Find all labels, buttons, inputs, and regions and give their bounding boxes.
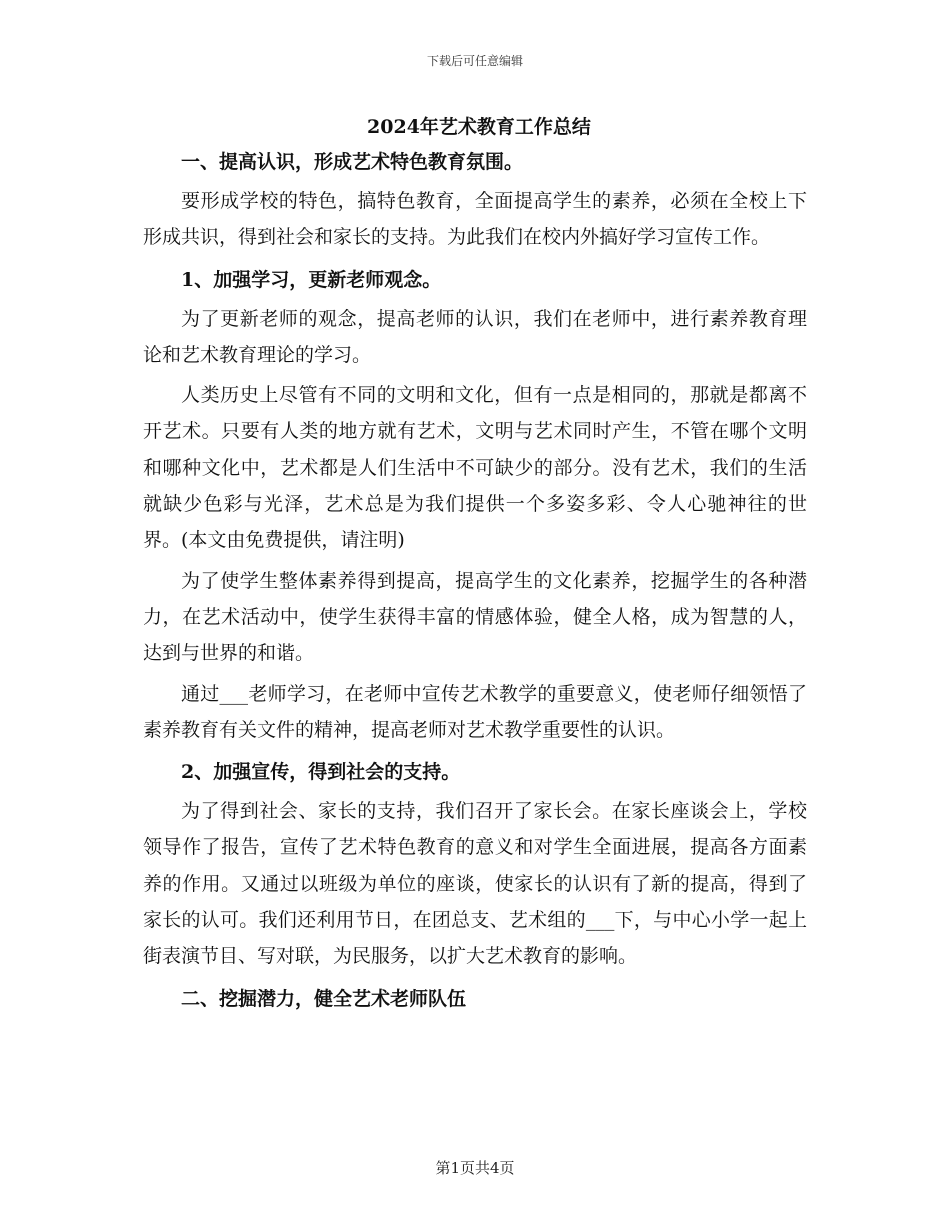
- subsection-heading-2: 2、加强宣传，得到社会的支持。: [181, 761, 461, 784]
- section-heading-2: 二、挖掘潜力，健全艺术老师队伍: [181, 987, 467, 1010]
- page-footer: 第1页共4页: [435, 1159, 515, 1177]
- document-body: [143, 112, 807, 1020]
- section-heading-1: 一、提高认识，形成艺术特色教育氛围。: [181, 151, 524, 173]
- paragraph-1: 要形成学校的特色，搞特色教育，全面提高学生的素养，必须在全校上下形成共识，得到社会和家长的支持。为此我们在校内外搞好学习宣传工作。: [143, 190, 807, 249]
- paragraph-3: 人类历史上尽管有不同的文明和文化，但有一点是相同的，那就是都离不开艺术。只要有人类的地方就有艺术，文明与艺术同时产生，不管在哪个文明和哪种文化中，艺术都是人们生活中不可缺少的部分。没有艺术，我们的生活就缺少色彩与光泽，艺术总是为我们提供一个多姿多彩、令人心驰神往的世界。(本文由免费提供，请注明): [143, 384, 807, 552]
- paragraph-5: 通过___老师学习，在老师中宣传艺术教学的重要意义，使老师仔细领悟了素养教育有关文件的精神，提高老师对艺术教学重要性的认识。: [143, 682, 807, 741]
- subsection-heading-1: 1、加强学习，更新老师观念。: [181, 268, 442, 291]
- paragraph-6: 为了得到社会、家长的支持，我们召开了家长会。在家长座谈会上，学校领导作了报告，宣传了艺术特色教育的意义和对学生全面进展，提高各方面素养的作用。又通过以班级为单位的座谈，使家长的认识有了新的提高，得到了家长的认可。我们还利用节日，在团总支、艺术组的___下，与中心小学一起上街表演节目、写对联，为民服务，以扩大艺术教育的影响。: [143, 800, 807, 968]
- paragraph-4: 为了使学生整体素养得到提高，提高学生的文化素养，挖掘学生的各种潜力，在艺术活动中，使学生获得丰富的情感体验，健全人格，成为智慧的人，达到与世界的和谐。: [143, 569, 807, 665]
- paragraph-2: 为了更新老师的观念，提高老师的认识，我们在老师中，进行素养教育理论和艺术教育理论的学习。: [143, 307, 807, 366]
- header-note: 下载后可任意编辑: [426, 54, 523, 68]
- document-title: 2024年艺术教育工作总结: [367, 116, 591, 138]
